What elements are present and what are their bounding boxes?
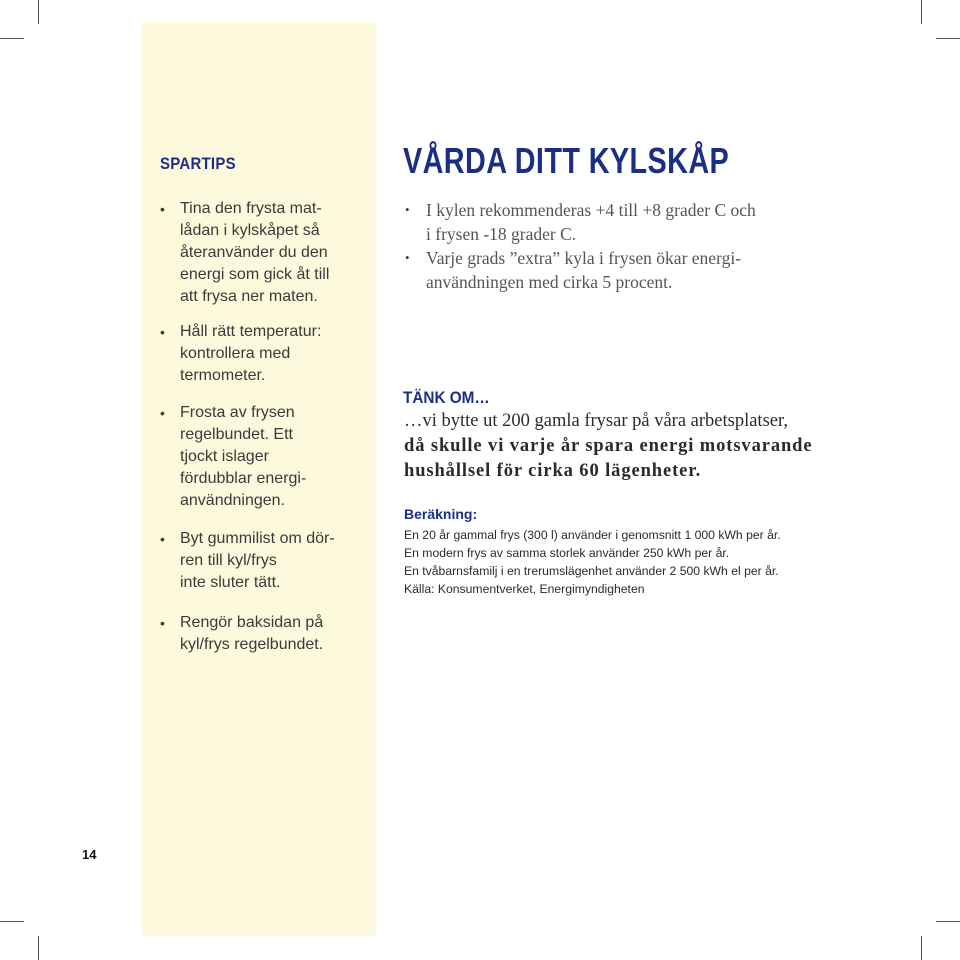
tip-item	[160, 402, 360, 512]
crop-mark	[921, 0, 922, 24]
crop-mark	[38, 936, 39, 960]
tip-item	[160, 612, 360, 656]
calculation-line: En tvåbarnsfamilj i en trerumslägenhet använder 2 500 kWh el per år.	[404, 564, 779, 578]
think-line-bold: hushållsel för cirka 60 lägenheter.	[404, 461, 702, 481]
crop-mark	[0, 38, 24, 39]
bullet-icon: •	[160, 324, 165, 340]
fact-text: I kylen rekommenderas +4 till +8 grader C och i frysen -18 grader C.	[426, 200, 756, 244]
calculation-line: En modern frys av samma storlek använder 250 kWh per år.	[404, 546, 730, 560]
tip-item	[160, 321, 360, 387]
bullet-icon: •	[405, 202, 410, 217]
calculation-line: En 20 år gammal frys (300 l) använder i genomsnitt 1 000 kWh per år.	[404, 528, 781, 542]
tip-item	[160, 528, 360, 594]
tip-text: Byt gummilist om dör- ren till kyl/frys inte sluter tätt.	[180, 530, 335, 591]
fact-item	[405, 198, 835, 246]
bullet-icon: •	[160, 201, 165, 217]
crop-mark	[936, 921, 960, 922]
bullet-icon: •	[160, 531, 165, 547]
page-title: VÅRDA DITT KYLSKÅP	[403, 140, 730, 181]
sidebar-title: SPARTIPS	[160, 154, 236, 173]
think-line: …vi bytte ut 200 gamla frysar på våra arbetsplatser,	[404, 411, 789, 431]
tip-item	[160, 198, 360, 308]
tip-text: Frosta av frysen regelbundet. Ett tjockt islager fördubblar energi- användningen.	[180, 404, 307, 509]
crop-mark	[0, 921, 24, 922]
bullet-icon: •	[160, 405, 165, 421]
tip-text: Rengör baksidan på kyl/frys regelbundet.	[180, 614, 324, 653]
fact-text: Varje grads ”extra” kyla i frysen ökar energi- användningen med cirka 5 procent.	[426, 248, 742, 292]
calculation-heading: Beräkning:	[404, 506, 478, 522]
think-line-bold: då skulle vi varje år spara energi motsvarande	[404, 436, 813, 456]
page-number: 14	[82, 847, 97, 862]
source-line: Källa: Konsumentverket, Energimyndigheten	[404, 582, 645, 596]
think-heading: TÄNK OM…	[403, 388, 490, 407]
fact-item	[405, 246, 835, 294]
tip-text: Håll rätt temperatur: kontrollera med termometer.	[180, 323, 322, 384]
crop-mark	[921, 936, 922, 960]
crop-mark	[936, 38, 960, 39]
bullet-icon: •	[405, 250, 410, 265]
crop-mark	[38, 0, 39, 24]
bullet-icon: •	[160, 615, 165, 631]
tip-text: Tina den frysta mat- lådan i kylskåpet så återanvänder du den energi som gick åt till att frysa ner maten.	[180, 200, 330, 305]
